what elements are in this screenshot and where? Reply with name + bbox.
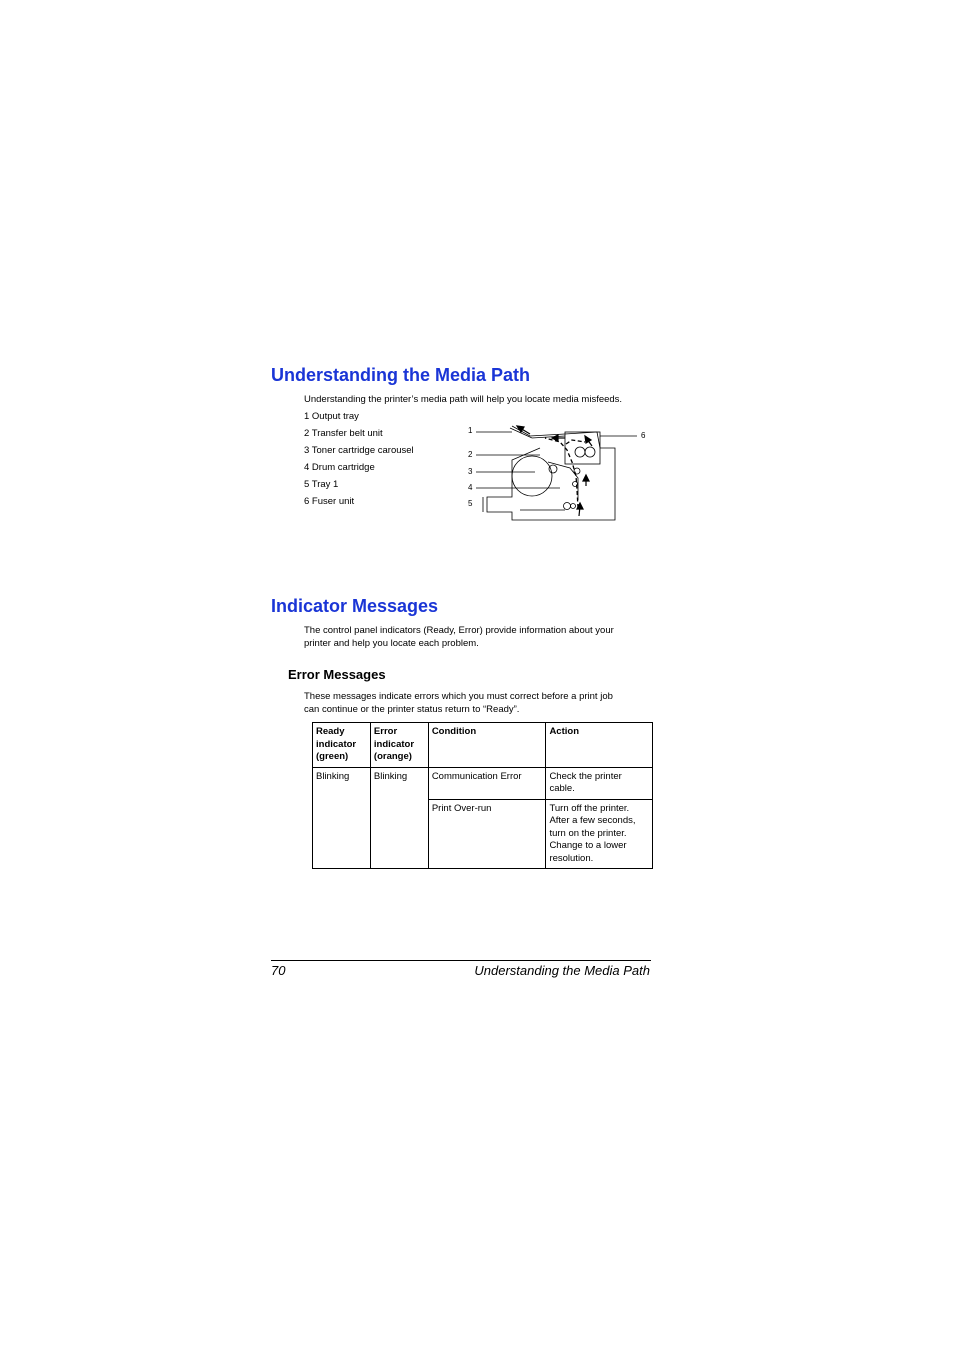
callout-5: 5 xyxy=(468,499,473,508)
footer-title: Understanding the Media Path xyxy=(474,963,650,978)
error-intro-line-1: These messages indicate errors which you must correct before a print job xyxy=(304,691,613,702)
fuser-roller-left xyxy=(575,447,585,457)
indicator-intro xyxy=(304,625,614,650)
legend-item-toner-carousel: 3 Toner cartridge carousel xyxy=(304,445,414,456)
page-number: 70 xyxy=(271,963,286,978)
cell-error-state: Blinking xyxy=(370,767,428,869)
subheading-error-messages: Error Messages xyxy=(288,667,386,682)
drum-roller xyxy=(549,465,557,473)
callout-2: 2 xyxy=(468,450,473,459)
callout-1: 1 xyxy=(468,426,473,435)
callout-4: 4 xyxy=(468,483,473,492)
footer-rule xyxy=(271,960,651,961)
section-heading-media-path: Understanding the Media Path xyxy=(271,365,531,385)
cell-action: Check the printer cable. xyxy=(546,767,653,799)
error-messages-intro xyxy=(304,691,613,716)
fuser-roller-right xyxy=(585,447,595,457)
table-header-row xyxy=(313,723,653,768)
legend-item-drum-cartridge: 4 Drum cartridge xyxy=(304,462,375,473)
feed-roller xyxy=(564,503,571,510)
media-path-dashed xyxy=(545,438,578,508)
indicator-intro-line-1: The control panel indicators (Ready, Error) provide information about your xyxy=(304,625,614,636)
legend-item-output-tray: 1 Output tray xyxy=(304,411,359,422)
legend-item-fuser-unit: 6 Fuser unit xyxy=(304,496,355,507)
header-error-indicator: Error indicator (orange) xyxy=(370,723,428,768)
callout-3: 3 xyxy=(468,467,473,476)
toner-carousel xyxy=(512,456,552,496)
cell-action: Turn off the printer. After a few seconds, turn on the printer. Change to a lower resolution. xyxy=(546,799,653,869)
header-action: Action xyxy=(546,723,653,768)
callout-6: 6 xyxy=(641,431,646,440)
cell-condition: Communication Error xyxy=(428,767,546,799)
media-path-intro: Understanding the printer’s media path will help you locate media misfeeds. xyxy=(304,394,623,405)
section-heading-indicator-messages: Indicator Messages xyxy=(271,596,439,616)
header-condition: Condition xyxy=(428,723,546,768)
table-row xyxy=(313,767,653,799)
error-intro-line-2: can continue or the printer status return to “Ready”. xyxy=(304,703,520,715)
error-messages-table xyxy=(312,722,653,869)
legend-item-transfer-belt: 2 Transfer belt unit xyxy=(304,428,383,439)
cell-ready-state: Blinking xyxy=(313,767,371,869)
indicator-intro-line-2: printer and help you locate each problem. xyxy=(304,637,479,649)
legend-item-tray-1: 5 Tray 1 xyxy=(304,479,339,490)
cell-condition: Print Over-run xyxy=(428,799,546,869)
header-ready-indicator: Ready indicator (green) xyxy=(313,723,371,768)
printer-diagram-svg xyxy=(470,420,650,526)
